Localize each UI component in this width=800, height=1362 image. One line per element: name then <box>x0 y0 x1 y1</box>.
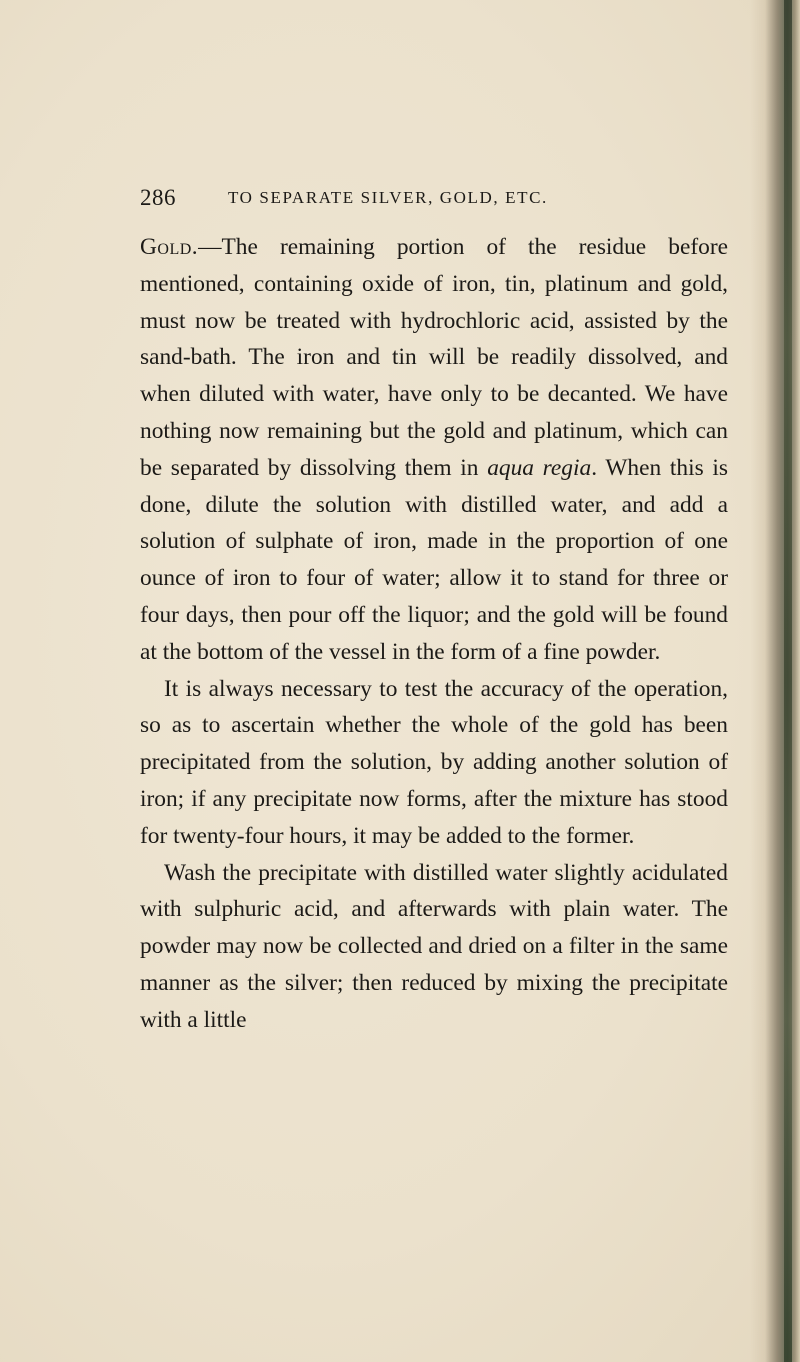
paragraph-wash-precipitate: Wash the precipitate with distilled water slightly acidulated with sulphuric acid, and afterwards with plain water. The powder may now be collected and dried on a filter in the same manner as the silver; then reduced by mixing the precipitate with a little <box>140 859 728 1033</box>
paragraph-gold <box>140 229 728 671</box>
running-head: TO SEPARATE SILVER, GOLD, ETC. <box>228 188 548 207</box>
paragraph-gold-part-1: —The remaining portion of the residue before mentioned, containing oxide of iron, tin, platinum and gold, must now be treated with hydrochloric acid, assisted by the sand-bath. The iron and tin will be readily dissolved, and when diluted with water, have only to be decanted. We have nothing now remaining but the gold and platinum, which can be separated by dissolving them in <box>140 234 728 481</box>
paragraph-test-accuracy: It is always necessary to test the accuracy of the operation, so as to ascertain whether the whole of the gold has been precipitated from the solution, by adding another solution of iron; if any precipitate now forms, after the mixture has stood for twenty-four hours, it may be added to the former. <box>140 675 728 849</box>
section-lead-gold: Gold. <box>140 234 199 260</box>
page-number: 286 <box>140 185 176 210</box>
body-text <box>140 229 728 1039</box>
paragraph-gold-part-2: . When this is done, dilute the solution with distilled water, and add a solution of sulphate of iron, made in the proportion of one ounce of iron to four of water; allow it to stand for three or four days, then pour off the liquor; and the gold will be found at the bottom of the vessel in the form of a fine powder. <box>140 454 728 665</box>
aqua-regia-term: aqua regia <box>487 454 592 481</box>
page-header <box>0 185 800 219</box>
